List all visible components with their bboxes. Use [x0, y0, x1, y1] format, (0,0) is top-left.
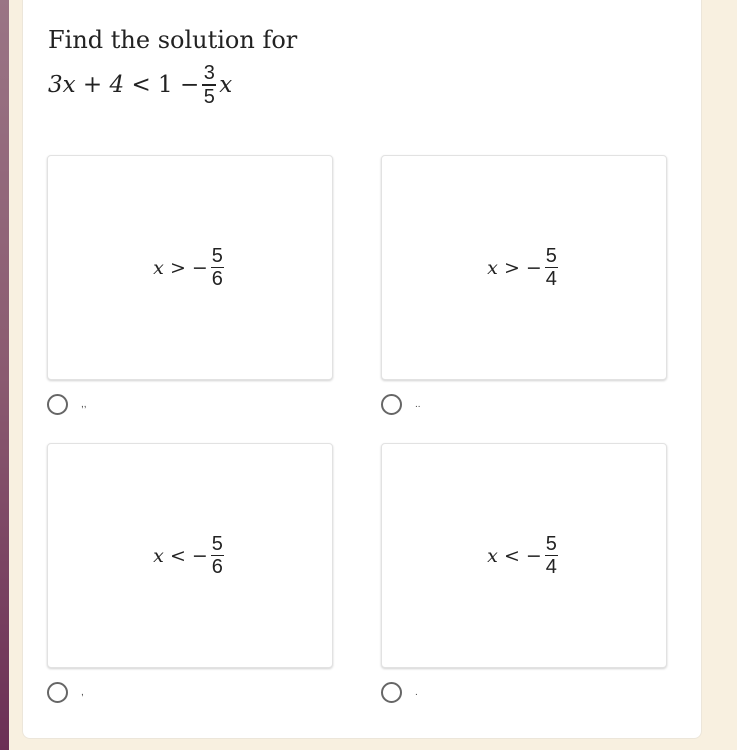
option-card-3[interactable] — [47, 443, 333, 668]
option-operator: > — [503, 256, 520, 279]
fraction-denominator: 5 — [203, 85, 215, 108]
option-operator: < — [503, 544, 520, 567]
equation-one: 1 − — [158, 71, 200, 98]
option-sign: − — [191, 256, 208, 279]
option-sign: − — [191, 544, 208, 567]
fraction-denominator: 4 — [545, 268, 557, 291]
question-equation — [48, 62, 232, 108]
option-fraction — [211, 533, 224, 579]
option-label: ,, — [81, 399, 87, 410]
fraction-numerator: 5 — [545, 244, 557, 267]
option-var: x — [487, 256, 498, 279]
option-sign: − — [525, 256, 542, 279]
background-strip — [0, 0, 9, 750]
equation-var: x — [219, 71, 233, 98]
option-radio-4[interactable] — [381, 682, 402, 703]
fraction-denominator: 4 — [545, 556, 557, 579]
equation-fraction — [202, 62, 216, 108]
option-fraction — [545, 533, 558, 579]
option-fraction — [211, 245, 224, 291]
option-operator: < — [169, 544, 186, 567]
fraction-numerator: 5 — [545, 532, 557, 555]
option-var: x — [487, 544, 498, 567]
option-label: . — [415, 687, 418, 698]
option-card-1[interactable] — [47, 155, 333, 380]
option-radio-1[interactable] — [47, 394, 68, 415]
question-prompt: Find the solution for — [48, 26, 298, 54]
option-card-4[interactable] — [381, 443, 667, 668]
option-radio-2[interactable] — [381, 394, 402, 415]
fraction-denominator: 6 — [211, 556, 223, 579]
option-operator: > — [169, 256, 186, 279]
option-radio-3[interactable] — [47, 682, 68, 703]
fraction-numerator: 5 — [211, 532, 223, 555]
option-card-2[interactable] — [381, 155, 667, 380]
fraction-denominator: 6 — [211, 268, 223, 291]
option-var: x — [153, 256, 164, 279]
option-sign: − — [525, 544, 542, 567]
option-var: x — [153, 544, 164, 567]
fraction-numerator: 5 — [211, 244, 223, 267]
fraction-numerator: 3 — [203, 62, 215, 84]
equation-lhs: 3x + 4 < — [48, 71, 151, 98]
option-fraction — [545, 245, 558, 291]
option-label: .. — [415, 399, 421, 410]
option-label: , — [81, 687, 84, 698]
